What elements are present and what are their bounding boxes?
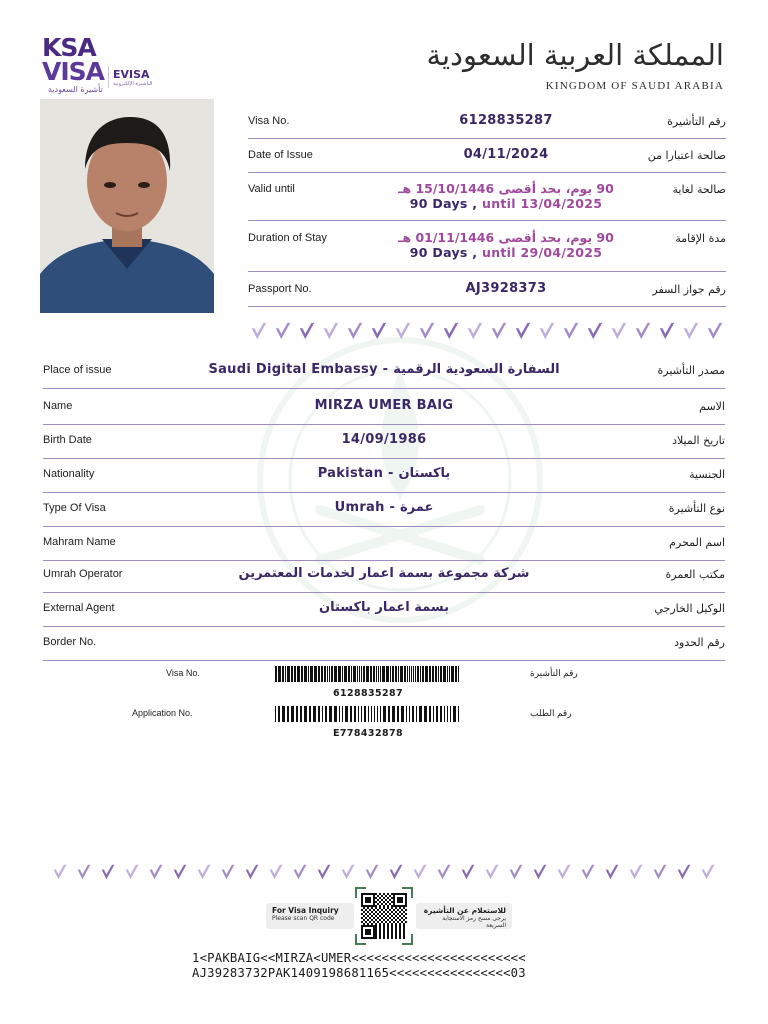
field-row: [43, 600, 725, 627]
field-label: External Agent: [43, 602, 115, 614]
checkmark-icon: [274, 320, 292, 344]
checkmark-icon: [652, 862, 668, 884]
checkmark-icon: [682, 320, 700, 344]
checkmark-icon: [412, 862, 428, 884]
checkmark-icon: [244, 862, 260, 884]
checkmark-icon: [388, 862, 404, 884]
field-label-ar: نوع التأشيرة: [668, 502, 725, 515]
checkmark-icon: [250, 320, 268, 344]
checkmark-icon: [346, 320, 364, 344]
field-valid-until: [248, 181, 726, 221]
checkmark-icon: [268, 862, 284, 884]
inquiry-title-ar: للاستعلام عن التأشيرة: [423, 906, 506, 915]
checkmark-icon: [196, 862, 212, 884]
barcode-visa-label: Visa No.: [166, 668, 200, 678]
field-label: Place of issue: [43, 364, 112, 376]
inquiry-box-en: [266, 903, 354, 929]
inquiry-subtitle-ar: يرجى مسح رمز الاستجابة السريعة: [442, 915, 506, 929]
barcode-visa-label-ar: رقم التأشيرة: [530, 668, 578, 678]
checkmark-icon: [442, 320, 460, 344]
checkmark-icon: [586, 320, 604, 344]
checkmark-band-top: [250, 320, 724, 344]
field-label-ar: مصدر التأشيرة: [657, 364, 725, 377]
checkmark-icon: [370, 320, 388, 344]
field-value: [366, 181, 646, 211]
field-row: [43, 534, 725, 561]
field-label: Border No.: [43, 636, 97, 648]
field-value: MIRZA UMER BAIG: [314, 398, 454, 413]
field-label: Mahram Name: [43, 536, 116, 548]
field-label-ar: اسم المحرم: [669, 536, 725, 549]
field-row: [43, 466, 725, 493]
field-value: [366, 230, 646, 260]
ksa-logo-sub: تأشيرة السعودية: [48, 85, 103, 94]
checkmark-icon: [124, 862, 140, 884]
field-value: Umrah - عمرة: [334, 500, 434, 515]
value-english-line: 90 Days , until 13/04/2025: [409, 196, 603, 211]
checkmark-icon: [394, 320, 412, 344]
checkmark-icon: [364, 862, 380, 884]
value-english-line: 90 Days , until 29/04/2025: [409, 245, 603, 260]
barcode-visa-number: 6128835287: [332, 688, 404, 699]
field-value: 04/11/2024: [463, 147, 549, 162]
field-label: Visa No.: [248, 115, 290, 127]
checkmark-icon: [322, 320, 340, 344]
checkmark-icon: [676, 862, 692, 884]
checkmark-icon: [148, 862, 164, 884]
field-label: Umrah Operator: [43, 568, 123, 580]
checkmark-icon: [580, 862, 596, 884]
field-label-ar: الاسم: [699, 400, 725, 413]
kingdom-english-title: KINGDOM OF SAUDI ARABIA: [545, 80, 724, 92]
checkmark-icon: [418, 320, 436, 344]
logo-divider: [108, 66, 109, 88]
checkmark-icon: [556, 862, 572, 884]
field-row: [43, 398, 725, 425]
field-label-ar: الجنسية: [689, 468, 725, 481]
field-label: Nationality: [43, 468, 95, 480]
field-label: Duration of Stay: [248, 232, 327, 244]
checkmark-icon: [220, 862, 236, 884]
checkmark-icon: [76, 862, 92, 884]
checkmark-icon: [52, 862, 68, 884]
field-label-ar: مدة الإقامة: [675, 232, 726, 245]
field-value: AJ3928373: [465, 281, 547, 296]
field-label: Type Of Visa: [43, 502, 106, 514]
field-date-of-issue: [248, 147, 726, 173]
checkmark-icon: [604, 862, 620, 884]
evisa-sub: التأشيرة الإلكترونية: [113, 81, 153, 87]
checkmark-icon: [628, 862, 644, 884]
checkmark-icon: [172, 862, 188, 884]
checkmark-icon: [298, 320, 316, 344]
value-arabic-line: 90 يوم، بحد أقصى 01/11/1446 هـ: [398, 230, 614, 245]
checkmark-icon: [538, 320, 556, 344]
checkmark-icon: [514, 320, 532, 344]
checkmark-icon: [562, 320, 580, 344]
visa-barcode: [275, 666, 461, 682]
field-label: Passport No.: [248, 283, 312, 295]
field-passport-no: [248, 281, 726, 307]
ksa-logo-bottom: VISA: [42, 57, 105, 86]
inquiry-subtitle: Please scan QR code: [272, 915, 335, 922]
field-label: Valid until: [248, 183, 295, 195]
field-label-ar: رقم التأشيرة: [667, 115, 726, 128]
application-barcode: [275, 706, 461, 722]
field-label-ar: صالحة اعتبارا من: [647, 149, 726, 162]
field-label-ar: صالحة لغاية: [672, 183, 726, 196]
checkmark-icon: [316, 862, 332, 884]
evisa-label: EVISA: [113, 68, 150, 81]
barcode-application-label: Application No.: [132, 708, 193, 718]
field-label-ar: رقم جواز السفر: [652, 283, 726, 296]
checkmark-icon: [484, 862, 500, 884]
field-value: 14/09/1986: [341, 432, 427, 447]
evisa-logo: [113, 68, 152, 87]
inquiry-title: For Visa Inquiry: [272, 906, 339, 915]
field-duration-of-stay: [248, 230, 726, 272]
checkmark-icon: [292, 862, 308, 884]
field-value: Saudi Digital Embassy - السفارة السعودية الرقمية: [208, 362, 560, 377]
checkmark-icon: [532, 862, 548, 884]
mrz-line-2: AJ39283732PAK1409198681165<<<<<<<<<<<<<<<<03: [192, 966, 526, 980]
value-arabic-line: 90 يوم، بحد أقصى 15/10/1446 هـ: [398, 181, 614, 196]
field-value: شركة مجموعة بسمة اعمار لخدمات المعتمرين: [238, 566, 530, 581]
field-row: [43, 500, 725, 527]
field-row: [43, 566, 725, 593]
field-label-ar: تاريخ الميلاد: [672, 434, 725, 447]
checkmark-icon: [610, 320, 628, 344]
qr-code[interactable]: [354, 886, 414, 946]
kingdom-arabic-title: المملكة العربية السعودية: [426, 38, 724, 72]
checkmark-icon: [460, 862, 476, 884]
field-row: [43, 432, 725, 459]
checkmark-icon: [466, 320, 484, 344]
checkmark-icon: [436, 862, 452, 884]
field-value: Pakistan - باكستان: [317, 466, 451, 481]
checkmark-icon: [634, 320, 652, 344]
barcode-application-label-ar: رقم الطلب: [530, 708, 572, 718]
field-label-ar: مكتب العمرة: [665, 568, 725, 581]
checkmark-icon: [700, 862, 716, 884]
barcode-application-number: E778432878: [333, 728, 403, 739]
field-visa-no: [248, 113, 726, 139]
checkmark-icon: [658, 320, 676, 344]
mrz-line-1: 1<PAKBAIG<<MIRZA<UMER<<<<<<<<<<<<<<<<<<<<<<<: [192, 951, 526, 965]
ksa-logo-top: KSA: [42, 33, 96, 62]
checkmark-icon: [706, 320, 724, 344]
checkmark-icon: [100, 862, 116, 884]
field-label-ar: رقم الحدود: [674, 636, 725, 649]
field-value: بسمة اعمار باكستان: [318, 600, 449, 615]
ksa-visa-logo: [42, 33, 108, 94]
applicant-photo: [40, 99, 214, 313]
checkmark-band-bottom: [52, 862, 716, 884]
field-value: 6128835287: [459, 113, 553, 128]
field-label: Birth Date: [43, 434, 92, 446]
checkmark-icon: [340, 862, 356, 884]
field-label-ar: الوكيل الخارجي: [654, 602, 725, 615]
checkmark-icon: [490, 320, 508, 344]
checkmark-icon: [508, 862, 524, 884]
field-row: [43, 634, 725, 661]
inquiry-box-ar: [416, 903, 512, 929]
field-label: Date of Issue: [248, 149, 313, 161]
field-label: Name: [43, 400, 73, 412]
field-row: [43, 362, 725, 389]
